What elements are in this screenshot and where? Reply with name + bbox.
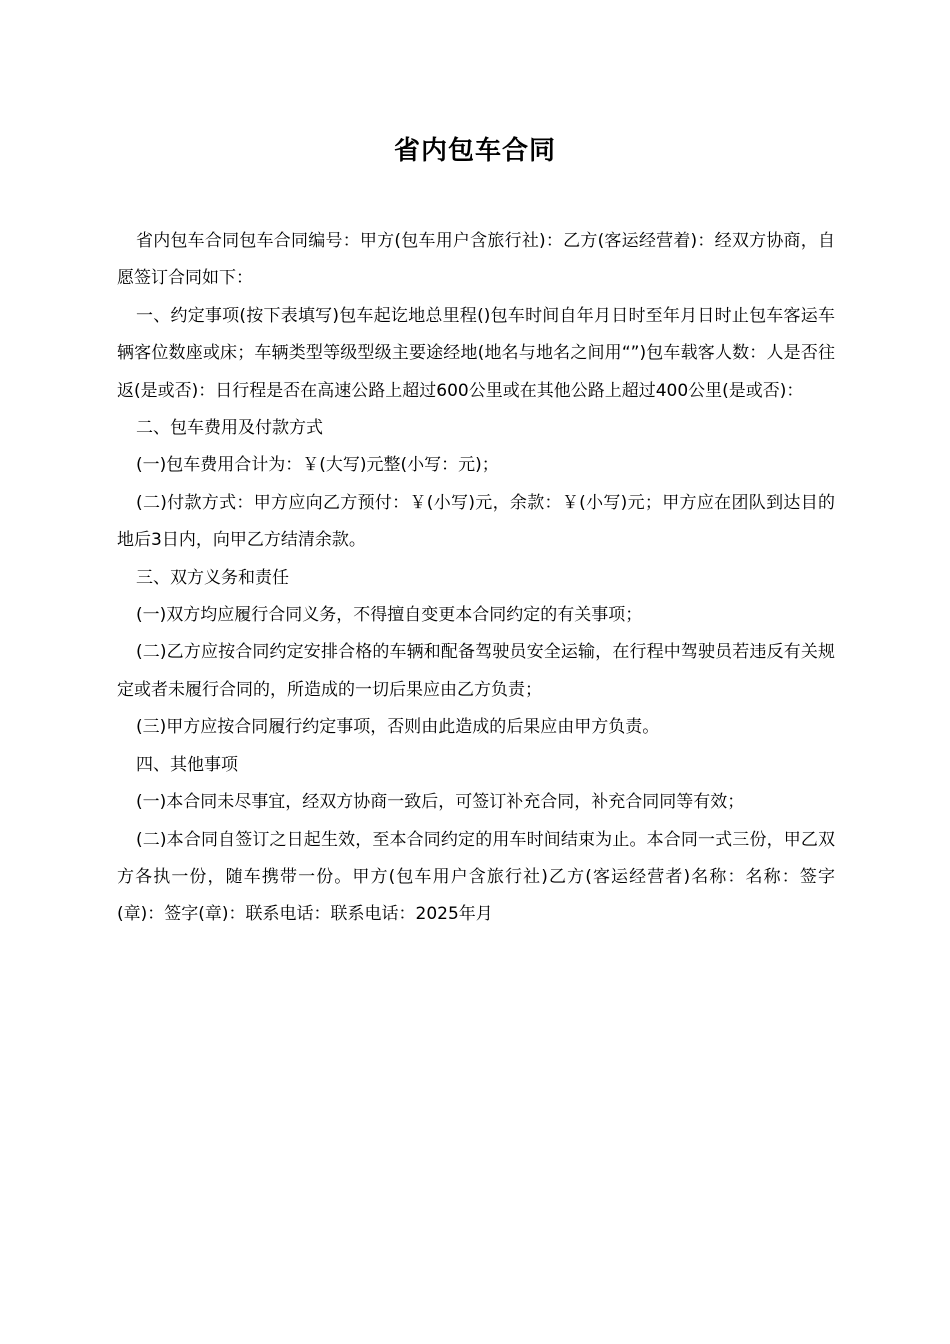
section-2-item-1: (一)包车费用合计为：￥(大写)元整(小写：元)； bbox=[136, 455, 499, 476]
section-3-heading: 三、双方义务和责任 bbox=[136, 567, 289, 588]
intro-paragraph: 省内包车合同包车合同编号：甲方(包车用户含旅行社)：乙方(客运经营着)：经双方协商，自愿签订合同如下： bbox=[117, 231, 835, 289]
section-3-item-1: (一)双方均应履行合同义务，不得擅自变更本合同约定的有关事项； bbox=[136, 605, 643, 626]
document-body bbox=[117, 223, 835, 934]
section-1-paragraph: 一、约定事项(按下表填写)包车起讫地总里程()包车时间自年月日时至年月日时止包车客运车辆客位数座或床；车辆类型等级型级主要途经地(地名与地名之间用“”)包车载客人数：人是否往返(是或否)：日行程是否在高速公路上超过600公里或在其他公路上超过400公里(是或否)： bbox=[117, 305, 835, 401]
section-4-heading: 四、其他事项 bbox=[136, 754, 238, 775]
section-4-item-2: (二)本合同自签订之日起生效，至本合同约定的用车时间结束为止。本合同一式三份，甲乙双方各执一份，随车携带一份。甲方(包车用户含旅行社)乙方(客运经营者)名称：名称：签字(章)：签字(章)：联系电话：联系电话：2025年月 bbox=[117, 829, 835, 925]
section-2-item-2: (二)付款方式：甲方应向乙方预付：￥(小写)元，余款：￥(小写)元；甲方应在团队到达目的地后3日内，向甲乙方结清余款。 bbox=[117, 492, 835, 551]
document-title: 省内包车合同 bbox=[393, 136, 556, 166]
section-3-item-3: (三)甲方应按合同履行约定事项，否则由此造成的后果应由甲方负责。 bbox=[136, 717, 660, 738]
section-3-item-2: (二)乙方应按合同约定安排合格的车辆和配备驾驶员安全运输，在行程中驾驶员若违反有关规定或者未履行合同的，所造成的一切后果应由乙方负责； bbox=[117, 642, 835, 700]
section-4-item-1: (一)本合同未尽事宜，经双方协商一致后，可签订补充合同，补充合同同等有效； bbox=[136, 792, 745, 813]
section-2-heading: 二、包车费用及付款方式 bbox=[136, 418, 323, 439]
